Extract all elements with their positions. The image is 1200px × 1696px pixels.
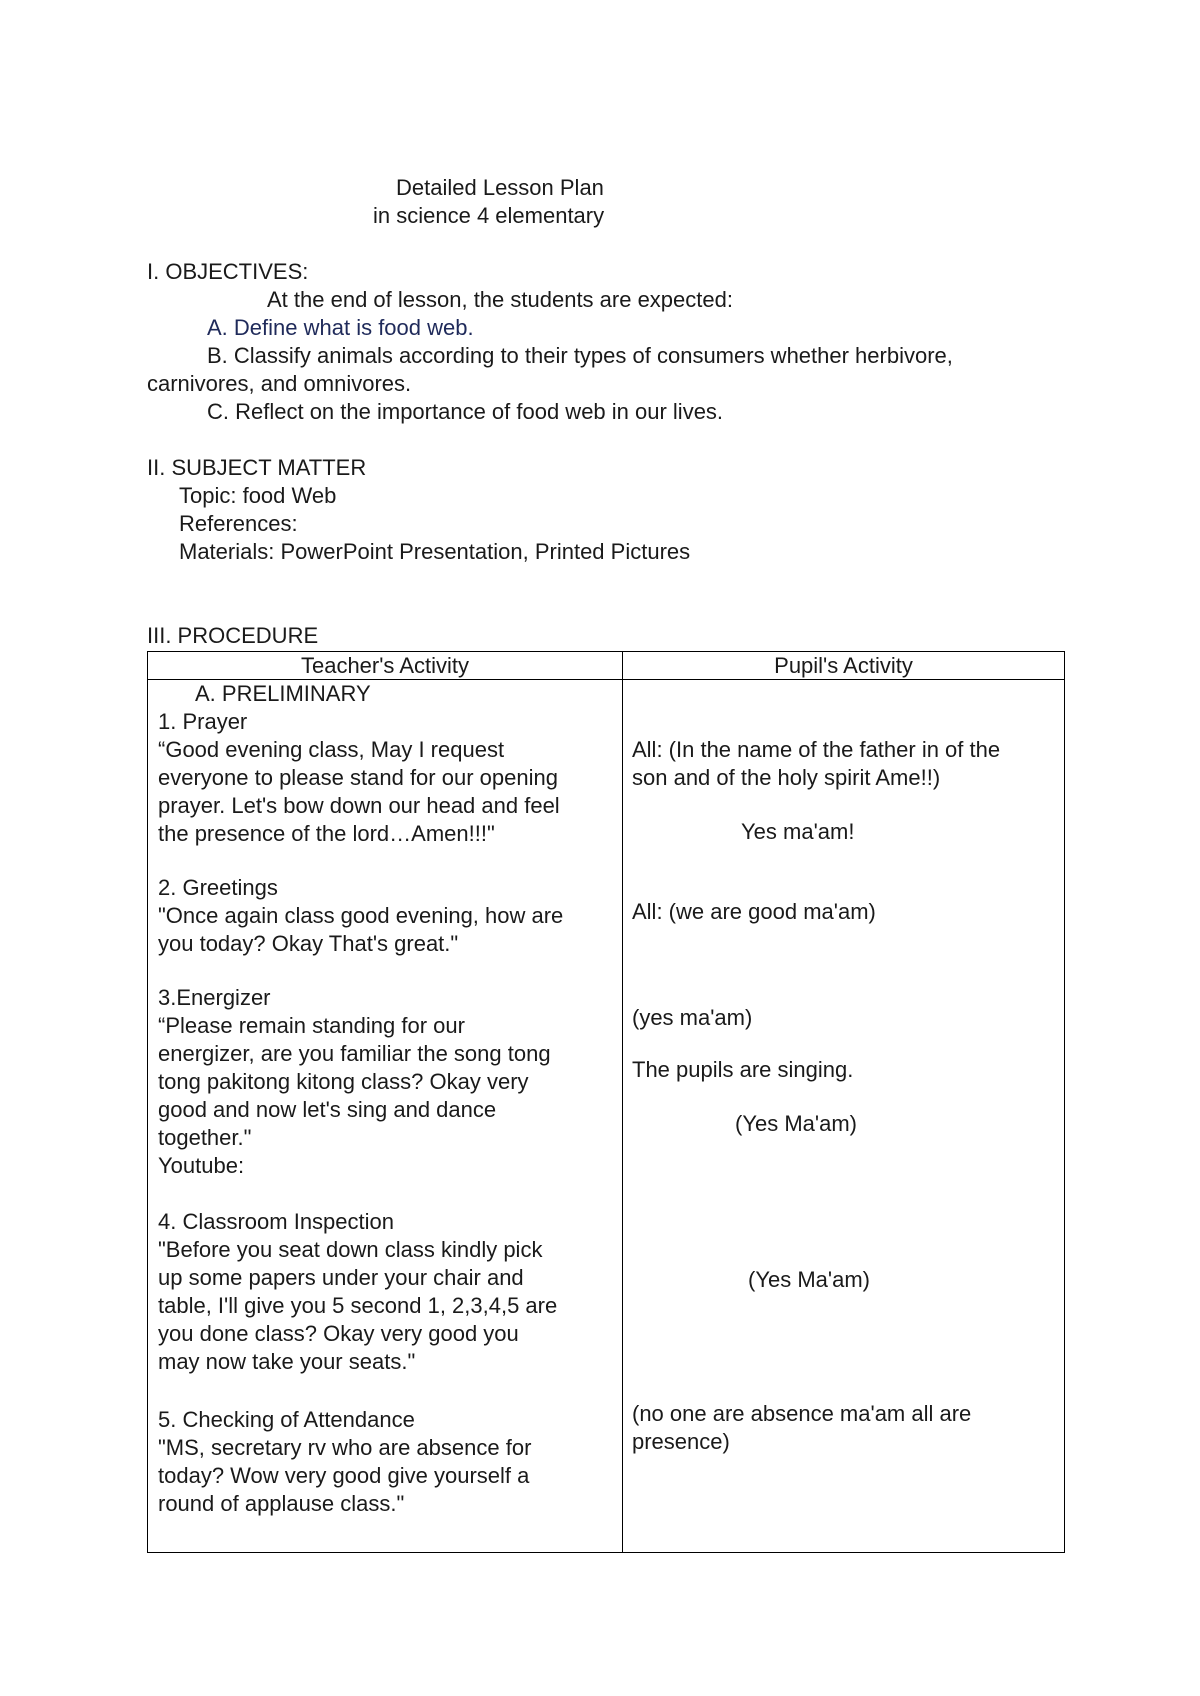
pupil-attendance-line: presence) — [632, 1429, 730, 1454]
teacher-inspection-line: may now take your seats." — [158, 1349, 416, 1374]
pupil-energizer-response: (Yes Ma'am) — [735, 1111, 857, 1136]
pupil-activity-cell — [623, 680, 1065, 1553]
objectives-heading: I. OBJECTIVES: — [147, 259, 309, 284]
procedure-table — [147, 651, 1065, 1553]
greetings-title: 2. Greetings — [158, 875, 278, 900]
teacher-attendance-line: round of applause class." — [158, 1491, 405, 1516]
teacher-inspection-line: "Before you seat down class kindly pick — [158, 1237, 543, 1262]
teacher-attendance-line: today? Wow very good give yourself a — [158, 1463, 530, 1488]
teacher-inspection-line: up some papers under your chair and — [158, 1265, 524, 1290]
objective-a: A. Define what is food web. — [207, 315, 474, 340]
pupil-activity-header: Pupil's Activity — [623, 652, 1065, 680]
subject-references: References: — [179, 511, 298, 536]
pupil-energizer-response: (yes ma'am) — [632, 1005, 753, 1030]
energizer-title: 3.Energizer — [158, 985, 271, 1010]
doc-title: Detailed Lesson Plan — [396, 175, 604, 200]
teacher-prayer-line: prayer. Let's bow down our head and feel — [158, 793, 560, 818]
pupil-greeting-response: All: (we are good ma'am) — [632, 899, 876, 924]
preliminary-heading: A. PRELIMINARY — [195, 681, 371, 706]
pupil-prayer-line: son and of the holy spirit Ame!!) — [632, 765, 941, 790]
teacher-prayer-line: the presence of the lord…Amen!!!" — [158, 821, 495, 846]
inspection-title: 4. Classroom Inspection — [158, 1209, 394, 1234]
teacher-energizer-line: tong pakitong kitong class? Okay very — [158, 1069, 529, 1094]
pupil-prayer-line: All: (In the name of the father in of the — [632, 737, 1001, 762]
teacher-energizer-line: Youtube: — [158, 1153, 245, 1178]
subject-topic: Topic: food Web — [179, 483, 337, 508]
objective-b-line2: carnivores, and omnivores. — [147, 371, 412, 396]
objective-c: C. Reflect on the importance of food web in our lives. — [207, 399, 724, 424]
teacher-energizer-line: energizer, are you familiar the song tong — [158, 1041, 551, 1066]
objectives-intro: At the end of lesson, the students are expected: — [267, 287, 733, 312]
teacher-greeting-line: you today? Okay That's great." — [158, 931, 459, 956]
pupil-inspection-response: (Yes Ma'am) — [748, 1267, 870, 1292]
pupil-prayer-response: Yes ma'am! — [741, 819, 855, 844]
teacher-inspection-line: you done class? Okay very good you — [158, 1321, 519, 1346]
subject-materials: Materials: PowerPoint Presentation, Printed Pictures — [179, 539, 691, 564]
teacher-prayer-line: everyone to please stand for our opening — [158, 765, 558, 790]
prayer-title: 1. Prayer — [158, 709, 248, 734]
teacher-activity-header: Teacher's Activity — [148, 652, 623, 680]
teacher-energizer-line: together." — [158, 1125, 252, 1150]
teacher-activity-cell — [148, 680, 623, 1553]
pupil-energizer-singing: The pupils are singing. — [632, 1057, 854, 1082]
teacher-prayer-line: “Good evening class, May I request — [158, 737, 505, 762]
attendance-title: 5. Checking of Attendance — [158, 1407, 415, 1432]
pupil-attendance-line: (no one are absence ma'am all are — [632, 1401, 972, 1426]
objective-b-line1: B. Classify animals according to their types of consumers whether herbivore, — [207, 343, 953, 368]
procedure-table-header — [148, 652, 1065, 680]
teacher-attendance-line: "MS, secretary rv who are absence for — [158, 1435, 532, 1460]
procedure-heading: III. PROCEDURE — [147, 623, 319, 648]
table-row — [148, 680, 1065, 1553]
teacher-energizer-line: “Please remain standing for our — [158, 1013, 465, 1038]
teacher-energizer-line: good and now let's sing and dance — [158, 1097, 497, 1122]
subject-matter-heading: II. SUBJECT MATTER — [147, 455, 367, 480]
teacher-greeting-line: "Once again class good evening, how are — [158, 903, 564, 928]
teacher-inspection-line: table, I'll give you 5 second 1, 2,3,4,5 are — [158, 1293, 558, 1318]
doc-subtitle: in science 4 elementary — [373, 203, 605, 228]
